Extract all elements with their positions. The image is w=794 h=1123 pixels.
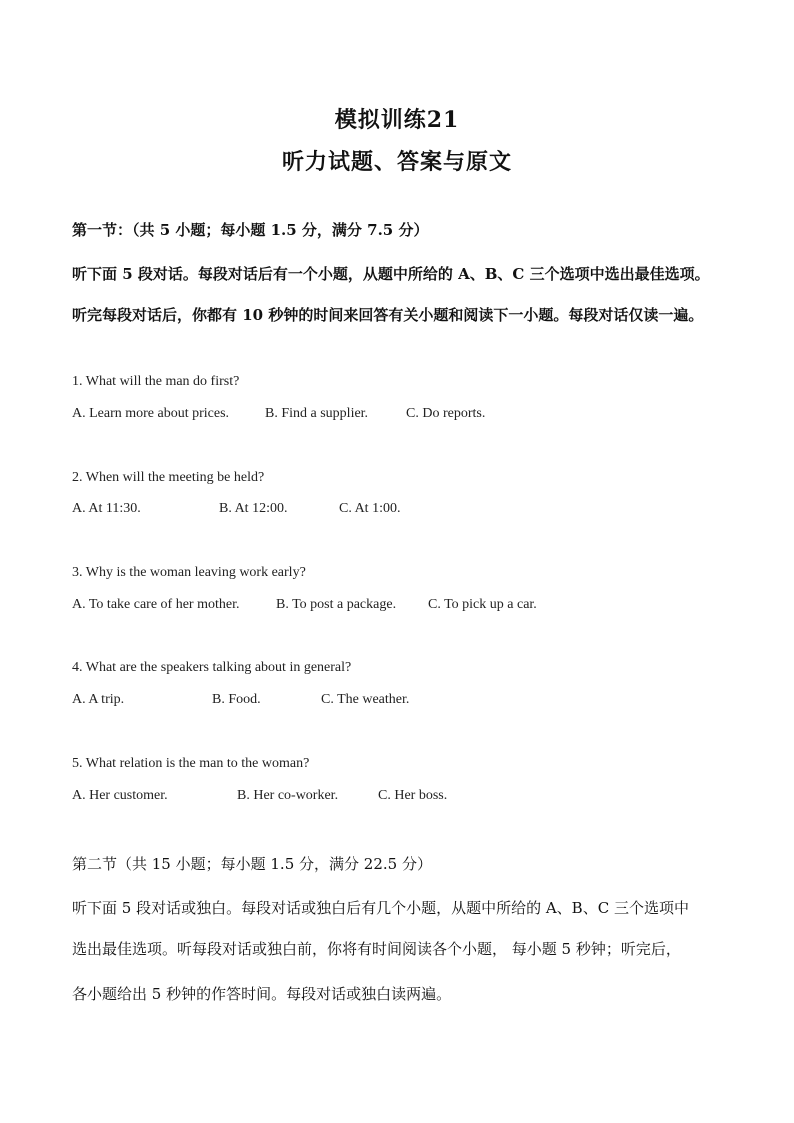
- option-b: B. To post a package.: [276, 597, 397, 612]
- option-c: C. The weather.: [321, 692, 410, 707]
- document-title: 模拟训练21: [334, 107, 460, 133]
- option-a: A. Learn more about prices.: [72, 406, 230, 421]
- option-c: C. Do reports.: [406, 406, 486, 421]
- question-2: 2. When will the meeting be held?: [72, 470, 265, 485]
- section1-instruction-line2: 听完每段对话后，你都有 10 秒钟的时间来回答有关小题和阅读下一小题。每段对话仅读一遍。: [72, 306, 704, 324]
- question-5: 5. What relation is the man to the woman?: [72, 756, 310, 771]
- question-5-options: [72, 788, 722, 808]
- document-subtitle: 听力试题、答案与原文: [281, 149, 512, 175]
- option-b: B. Her co-worker.: [237, 788, 339, 803]
- option-c: C. At 1:00.: [339, 501, 401, 516]
- question-3-options: [72, 597, 722, 617]
- section2-instruction-line3: 各小题给出 5 秒钟的作答时间。每段对话或独白读两遍。: [72, 985, 452, 1003]
- section2-instruction-line2: 选出最佳选项。听每段对话或独白前，你将有时间阅读各个小题， 每小题 5 秒钟；听完后，: [72, 940, 681, 958]
- question-2-options: [72, 501, 722, 521]
- option-b: B. Food.: [212, 692, 261, 707]
- section1-heading: 第一节：（共 5 小题；每小题 1.5 分，满分 7.5 分）: [72, 221, 429, 239]
- question-1: 1. What will the man do first?: [72, 374, 240, 389]
- option-c: C. To pick up a car.: [428, 597, 537, 612]
- option-a: A. A trip.: [72, 692, 125, 707]
- section2-instruction-line1: 听下面 5 段对话或独白。每段对话或独白后有几个小题，从题中所给的 A、B、C 三个选项中: [72, 899, 689, 917]
- question-4-options: [72, 692, 722, 712]
- option-a: A. To take care of her mother.: [72, 597, 240, 612]
- section1-instruction-line1: 听下面 5 段对话。每段对话后有一个小题，从题中所给的 A、B、C 三个选项中选出最佳选项。: [72, 265, 710, 283]
- option-a: A. Her customer.: [72, 788, 168, 803]
- section2-heading: 第二节（共 15 小题；每小题 1.5 分，满分 22.5 分）: [72, 855, 432, 873]
- option-b: B. Find a supplier.: [265, 406, 369, 421]
- question-3: 3. Why is the woman leaving work early?: [72, 565, 306, 580]
- option-b: B. At 12:00.: [219, 501, 288, 516]
- option-a: A. At 11:30.: [72, 501, 141, 516]
- option-c: C. Her boss.: [378, 788, 448, 803]
- question-4: 4. What are the speakers talking about in general?: [72, 660, 352, 675]
- question-1-options: [72, 406, 722, 426]
